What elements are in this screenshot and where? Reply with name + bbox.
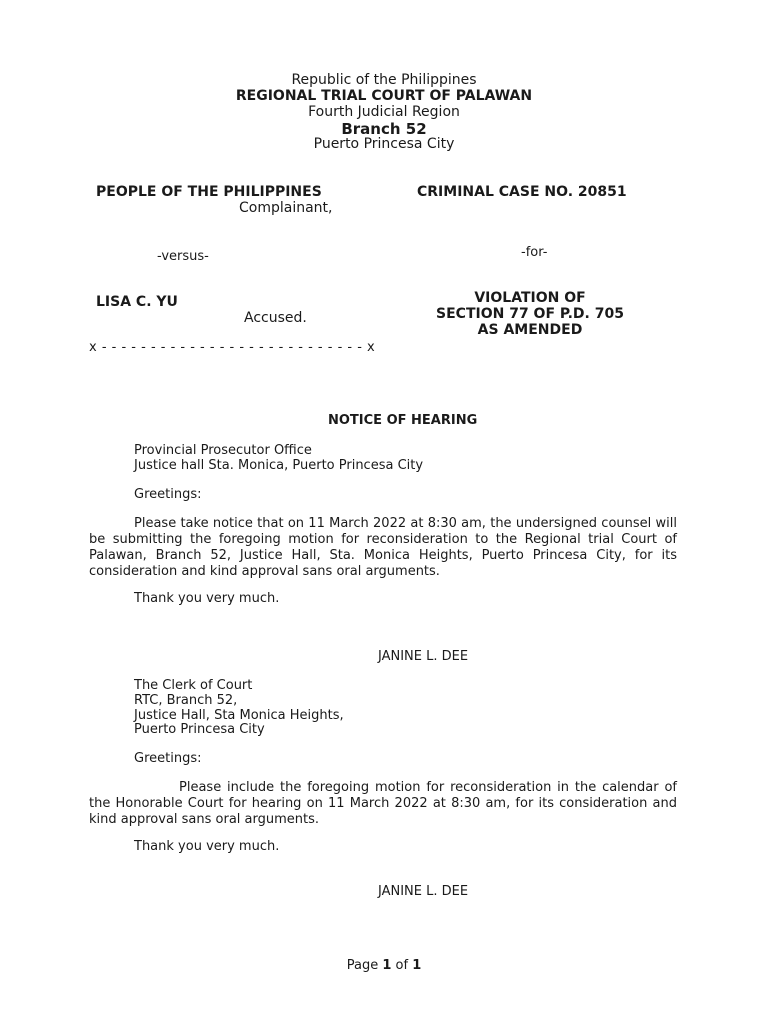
header-republic: Republic of the Philippines: [291, 72, 477, 88]
plaintiff-name: PEOPLE OF THE PHILIPPINES: [96, 184, 322, 200]
addressee1-line2: Justice hall Sta. Monica, Puerto Princesa City: [134, 458, 424, 473]
of-word: of: [395, 958, 409, 973]
signatory-1: JANINE L. DEE: [378, 649, 469, 664]
page-current: 1: [382, 958, 392, 973]
plaintiff-role: Complainant,: [239, 200, 333, 216]
header-branch: Branch 52: [341, 120, 427, 138]
versus-label: -versus-: [157, 249, 209, 264]
case-number: CRIMINAL CASE NO. 20851: [417, 184, 627, 200]
page-word: Page: [346, 958, 379, 973]
page-footer: [0, 958, 768, 973]
page-total: 1: [412, 958, 422, 973]
notice-body-2: Please include the foregoing motion for reconsideration in the calendar of the Honorable Court for hearing on 11 March 2022 at 8:30 am, for its consideration and kind approval sans oral arguments.: [89, 780, 677, 827]
addressee1-line1: Provincial Prosecutor Office: [134, 443, 312, 458]
greeting-1: Greetings:: [134, 487, 202, 502]
offense-line-2: SECTION 77 OF P.D. 705: [436, 306, 624, 322]
addressee2-line3: Justice Hall, Sta Monica Heights,: [134, 708, 344, 723]
accused-role: Accused.: [244, 310, 307, 326]
addressee2-line4: Puerto Princesa City: [134, 722, 265, 737]
header-region: Fourth Judicial Region: [308, 104, 460, 120]
signatory-2: JANINE L. DEE: [378, 884, 469, 899]
header-court: REGIONAL TRIAL COURT OF PALAWAN: [235, 88, 533, 104]
for-label: -for-: [521, 245, 548, 260]
accused-name: LISA C. YU: [96, 294, 178, 310]
thanks-2: Thank you very much.: [134, 839, 280, 854]
addressee2-line1: The Clerk of Court: [134, 678, 253, 693]
caption-separator: x - - - - - - - - - - - - - - - - - - - - - - - - - - - x: [89, 340, 376, 355]
thanks-1: Thank you very much.: [134, 591, 280, 606]
header-city: Puerto Princesa City: [313, 136, 455, 152]
greeting-2: Greetings:: [134, 751, 202, 766]
notice-title: NOTICE OF HEARING: [328, 413, 478, 428]
offense-line-3: AS AMENDED: [477, 322, 583, 338]
offense-line-1: VIOLATION OF: [474, 290, 586, 306]
addressee2-line2: RTC, Branch 52,: [134, 693, 238, 708]
notice-body-1: Please take notice that on 11 March 2022 at 8:30 am, the undersigned counsel will be submitting the foregoing motion for reconsideration to the Regional trial Court of Palawan, Branch 52, Justice Hall, Sta. Monica Heights, Puerto Princesa City, for its consideration and kind approval sans oral arguments.: [89, 516, 677, 579]
